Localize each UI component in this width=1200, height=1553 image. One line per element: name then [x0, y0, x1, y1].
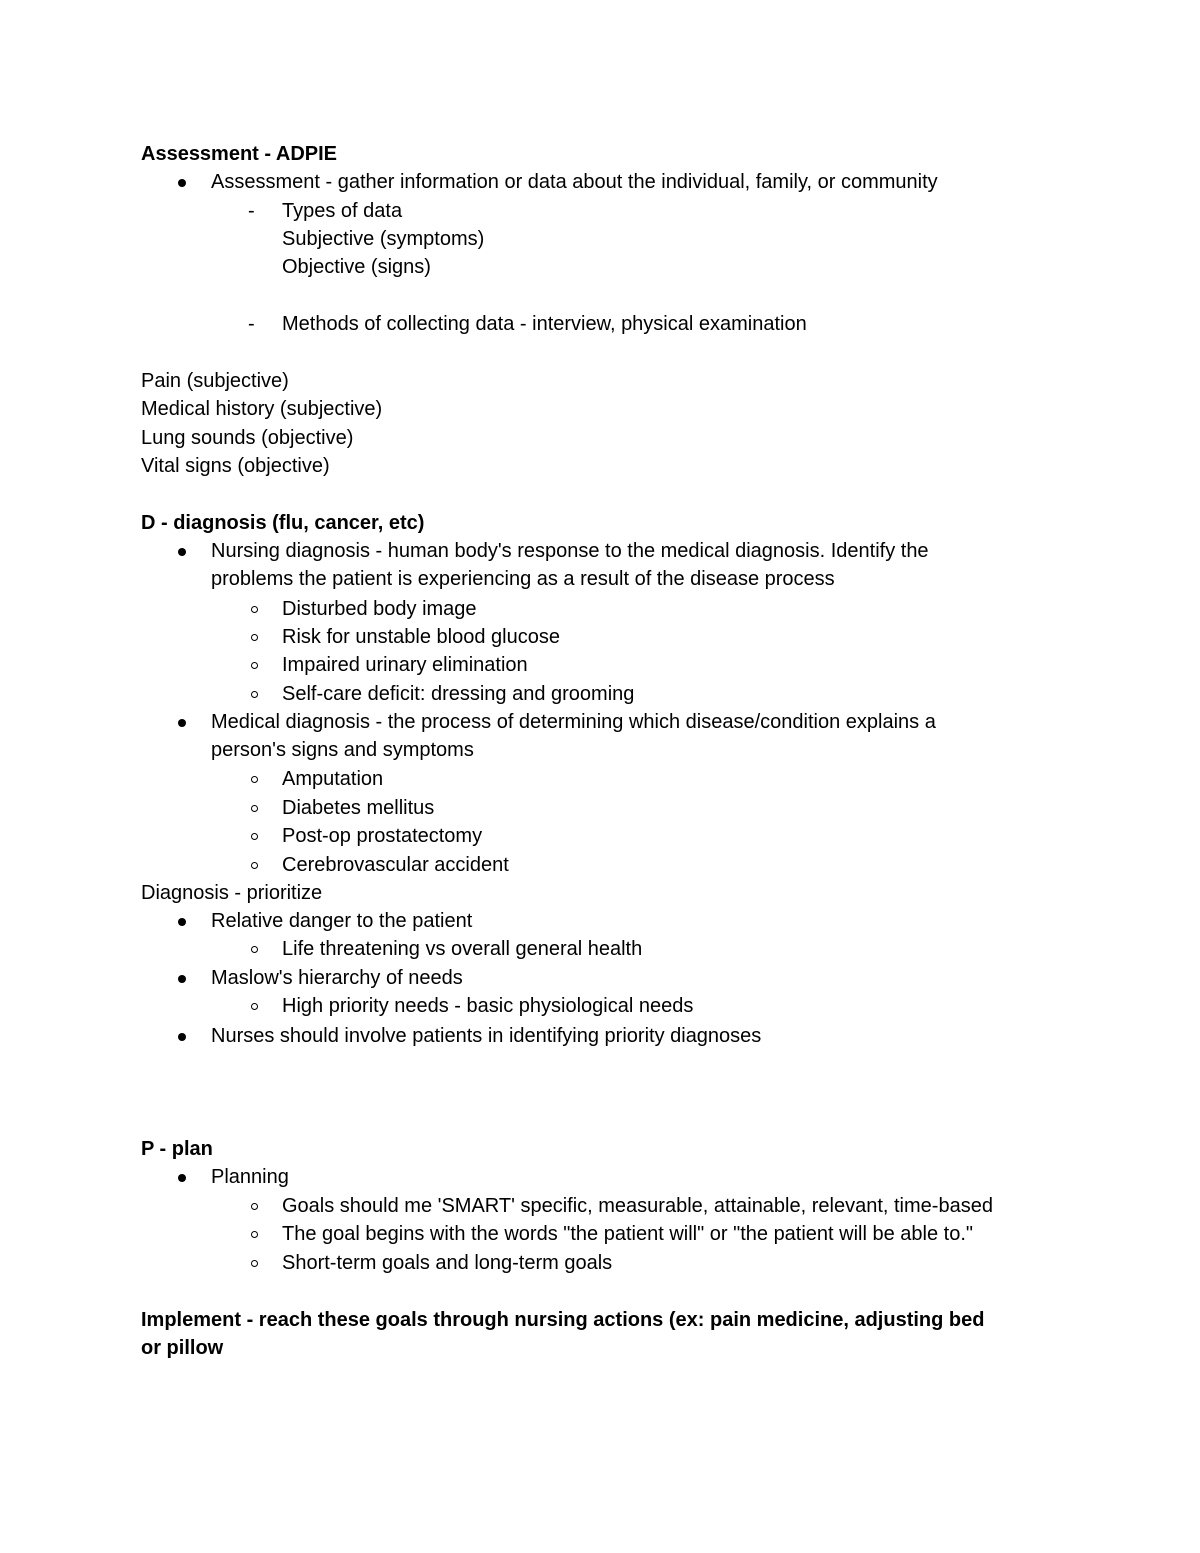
circle-bullet-icon	[251, 1260, 258, 1267]
medical-diagnosis-line2: person's signs and symptoms	[211, 739, 474, 761]
implement-line2: or pillow	[141, 1337, 224, 1359]
bullet-icon	[178, 1174, 186, 1182]
nursing-diagnosis-line2: problems the patient is experiencing as a result of the disease process	[211, 568, 835, 590]
medical-item: Amputation	[282, 768, 384, 790]
nursing-item: Risk for unstable blood glucose	[282, 626, 560, 648]
bullet-icon	[178, 975, 186, 983]
bullet-icon	[178, 548, 186, 556]
implement-line1: Implement - reach these goals through nursing actions (ex: pain medicine, adjusting bed	[141, 1309, 985, 1331]
relative-danger-sub: Life threatening vs overall general health	[282, 938, 643, 960]
subjective-type: Subjective (symptoms)	[282, 228, 485, 250]
medical-diagnosis-line1: Medical diagnosis - the process of determining which disease/condition explains a	[211, 711, 936, 733]
section-heading-diagnosis: D - diagnosis (flu, cancer, etc)	[141, 512, 425, 534]
medical-item: Cerebrovascular accident	[282, 854, 509, 876]
planning-bullet: Planning	[211, 1166, 289, 1188]
medical-item: Post-op prostatectomy	[282, 825, 483, 847]
types-of-data: Types of data	[282, 200, 403, 222]
involve-patients: Nurses should involve patients in identifying priority diagnoses	[211, 1025, 762, 1047]
prioritize-heading: Diagnosis - prioritize	[141, 882, 323, 904]
circle-bullet-icon	[251, 691, 258, 698]
bullet-icon	[178, 1033, 186, 1041]
maslow-sub: High priority needs - basic physiological needs	[282, 995, 694, 1017]
plan-item: Goals should me 'SMART' specific, measurable, attainable, relevant, time-based	[282, 1195, 993, 1217]
circle-bullet-icon	[251, 1203, 258, 1210]
section-heading-assessment: Assessment - ADPIE	[141, 143, 337, 165]
bullet-icon	[178, 918, 186, 926]
circle-bullet-icon	[251, 1231, 258, 1238]
objective-type: Objective (signs)	[282, 256, 431, 278]
nursing-item: Impaired urinary elimination	[282, 654, 528, 676]
section-heading-plan: P - plan	[141, 1138, 213, 1160]
circle-bullet-icon	[251, 662, 258, 669]
nursing-diagnosis-line1: Nursing diagnosis - human body's response to the medical diagnosis. Identify the	[211, 540, 929, 562]
methods-of-collecting: Methods of collecting data - interview, physical examination	[282, 313, 807, 335]
dash-icon: -	[248, 200, 255, 222]
plan-item: The goal begins with the words "the patient will" or "the patient will be able to."	[282, 1223, 974, 1245]
plan-item: Short-term goals and long-term goals	[282, 1252, 613, 1274]
circle-bullet-icon	[251, 833, 258, 840]
bullet-icon	[178, 179, 186, 187]
nursing-item: Disturbed body image	[282, 598, 477, 620]
circle-bullet-icon	[251, 946, 258, 953]
circle-bullet-icon	[251, 862, 258, 869]
circle-bullet-icon	[251, 805, 258, 812]
example-line: Medical history (subjective)	[141, 398, 383, 420]
bullet-icon	[178, 719, 186, 727]
assessment-bullet: Assessment - gather information or data about the individual, family, or community	[211, 171, 938, 193]
circle-bullet-icon	[251, 606, 258, 613]
circle-bullet-icon	[251, 1003, 258, 1010]
example-line: Lung sounds (objective)	[141, 427, 354, 449]
circle-bullet-icon	[251, 634, 258, 641]
circle-bullet-icon	[251, 776, 258, 783]
example-line: Vital signs (objective)	[141, 455, 330, 477]
nursing-item: Self-care deficit: dressing and grooming	[282, 683, 635, 705]
medical-item: Diabetes mellitus	[282, 797, 435, 819]
example-line: Pain (subjective)	[141, 370, 289, 392]
maslow: Maslow's hierarchy of needs	[211, 967, 463, 989]
dash-icon: -	[248, 313, 255, 335]
relative-danger: Relative danger to the patient	[211, 910, 473, 932]
